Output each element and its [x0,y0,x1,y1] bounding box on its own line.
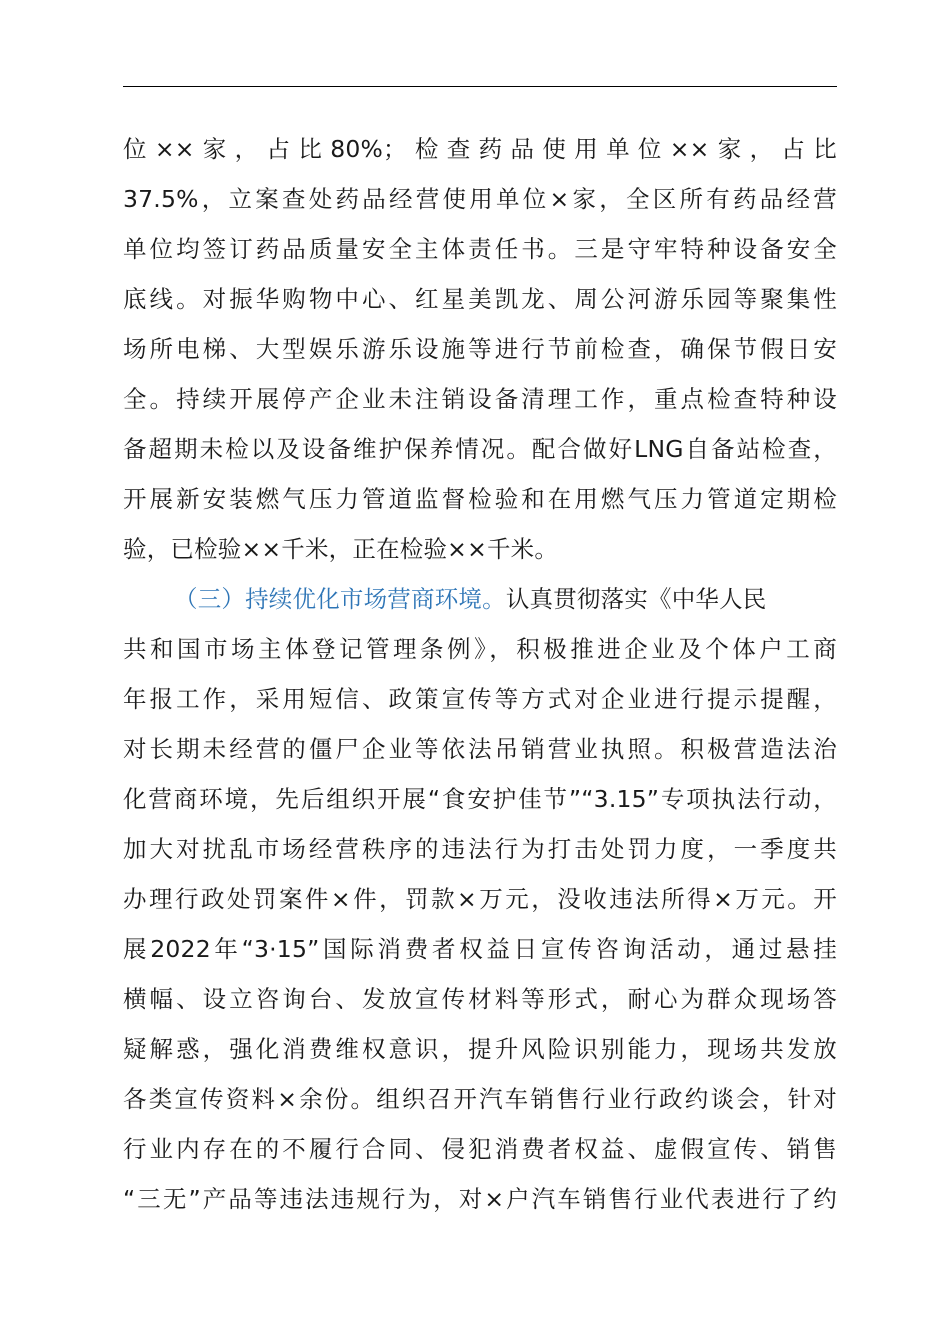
section-heading-line [123,574,837,624]
text-line: 横幅、设立咨询台、发放宣传材料等形式，耐心为群众现场答 [123,985,837,1013]
text-line: 展2022年“3·15”国际消费者权益日宣传咨询活动，通过悬挂 [123,935,837,963]
text-line: 加大对扰乱市场经营秩序的违法行为打击处罚力度，一季度共 [123,835,837,863]
text-line: 场所电梯、大型娱乐游乐设施等进行节前检查，确保节假日安 [123,335,837,363]
section-heading-rest: 认真贯彻落实《中华人民 [505,585,767,613]
text-line: 位××家，占比80%；检查药品使用单位××家，占比 [123,135,837,163]
text-line: 行业内存在的不履行合同、侵犯消费者权益、虚假宣传、销售 [123,1135,837,1163]
text-line: 37.5%，立案查处药品经营使用单位×家，全区所有药品经营 [123,185,837,213]
text-line: 开展新安装燃气压力管道监督检验和在用燃气压力管道定期检 [123,485,837,513]
text-line: 共和国市场主体登记管理条例》，积极推进企业及个体户工商 [123,635,837,663]
text-line: 疑解惑，强化消费维权意识，提升风险识别能力，现场共发放 [123,1035,837,1063]
section-heading: （三）持续优化市场营商环境。 [174,585,506,613]
text-line: “三无”产品等违法违规行为，对×户汽车销售行业代表进行了约 [123,1185,837,1213]
text-line: 年报工作，采用短信、政策宣传等方式对企业进行提示提醒， [123,685,837,713]
text-line: 验，已检验××千米，正在检验××千米。 [123,535,559,563]
document-body [123,124,837,1224]
text-line: 对长期未经营的僵尸企业等依法吊销营业执照。积极营造法治 [123,735,837,763]
text-line: 各类宣传资料×余份。组织召开汽车销售行业行政约谈会，针对 [123,1085,837,1113]
header-rule [123,86,837,87]
text-line: 单位均签订药品质量安全主体责任书。三是守牢特种设备安全 [123,235,837,263]
text-line: 备超期未检以及设备维护保养情况。配合做好LNG自备站检查， [123,435,837,463]
text-line: 全。持续开展停产企业未注销设备清理工作，重点检查特种设 [123,385,837,413]
text-line: 底线。对振华购物中心、红星美凯龙、周公河游乐园等聚集性 [123,285,837,313]
text-line: 办理行政处罚案件×件，罚款×万元，没收违法所得×万元。开 [123,885,837,913]
text-line: 化营商环境，先后组织开展“食安护佳节”“3.15”专项执法行动， [123,785,837,813]
